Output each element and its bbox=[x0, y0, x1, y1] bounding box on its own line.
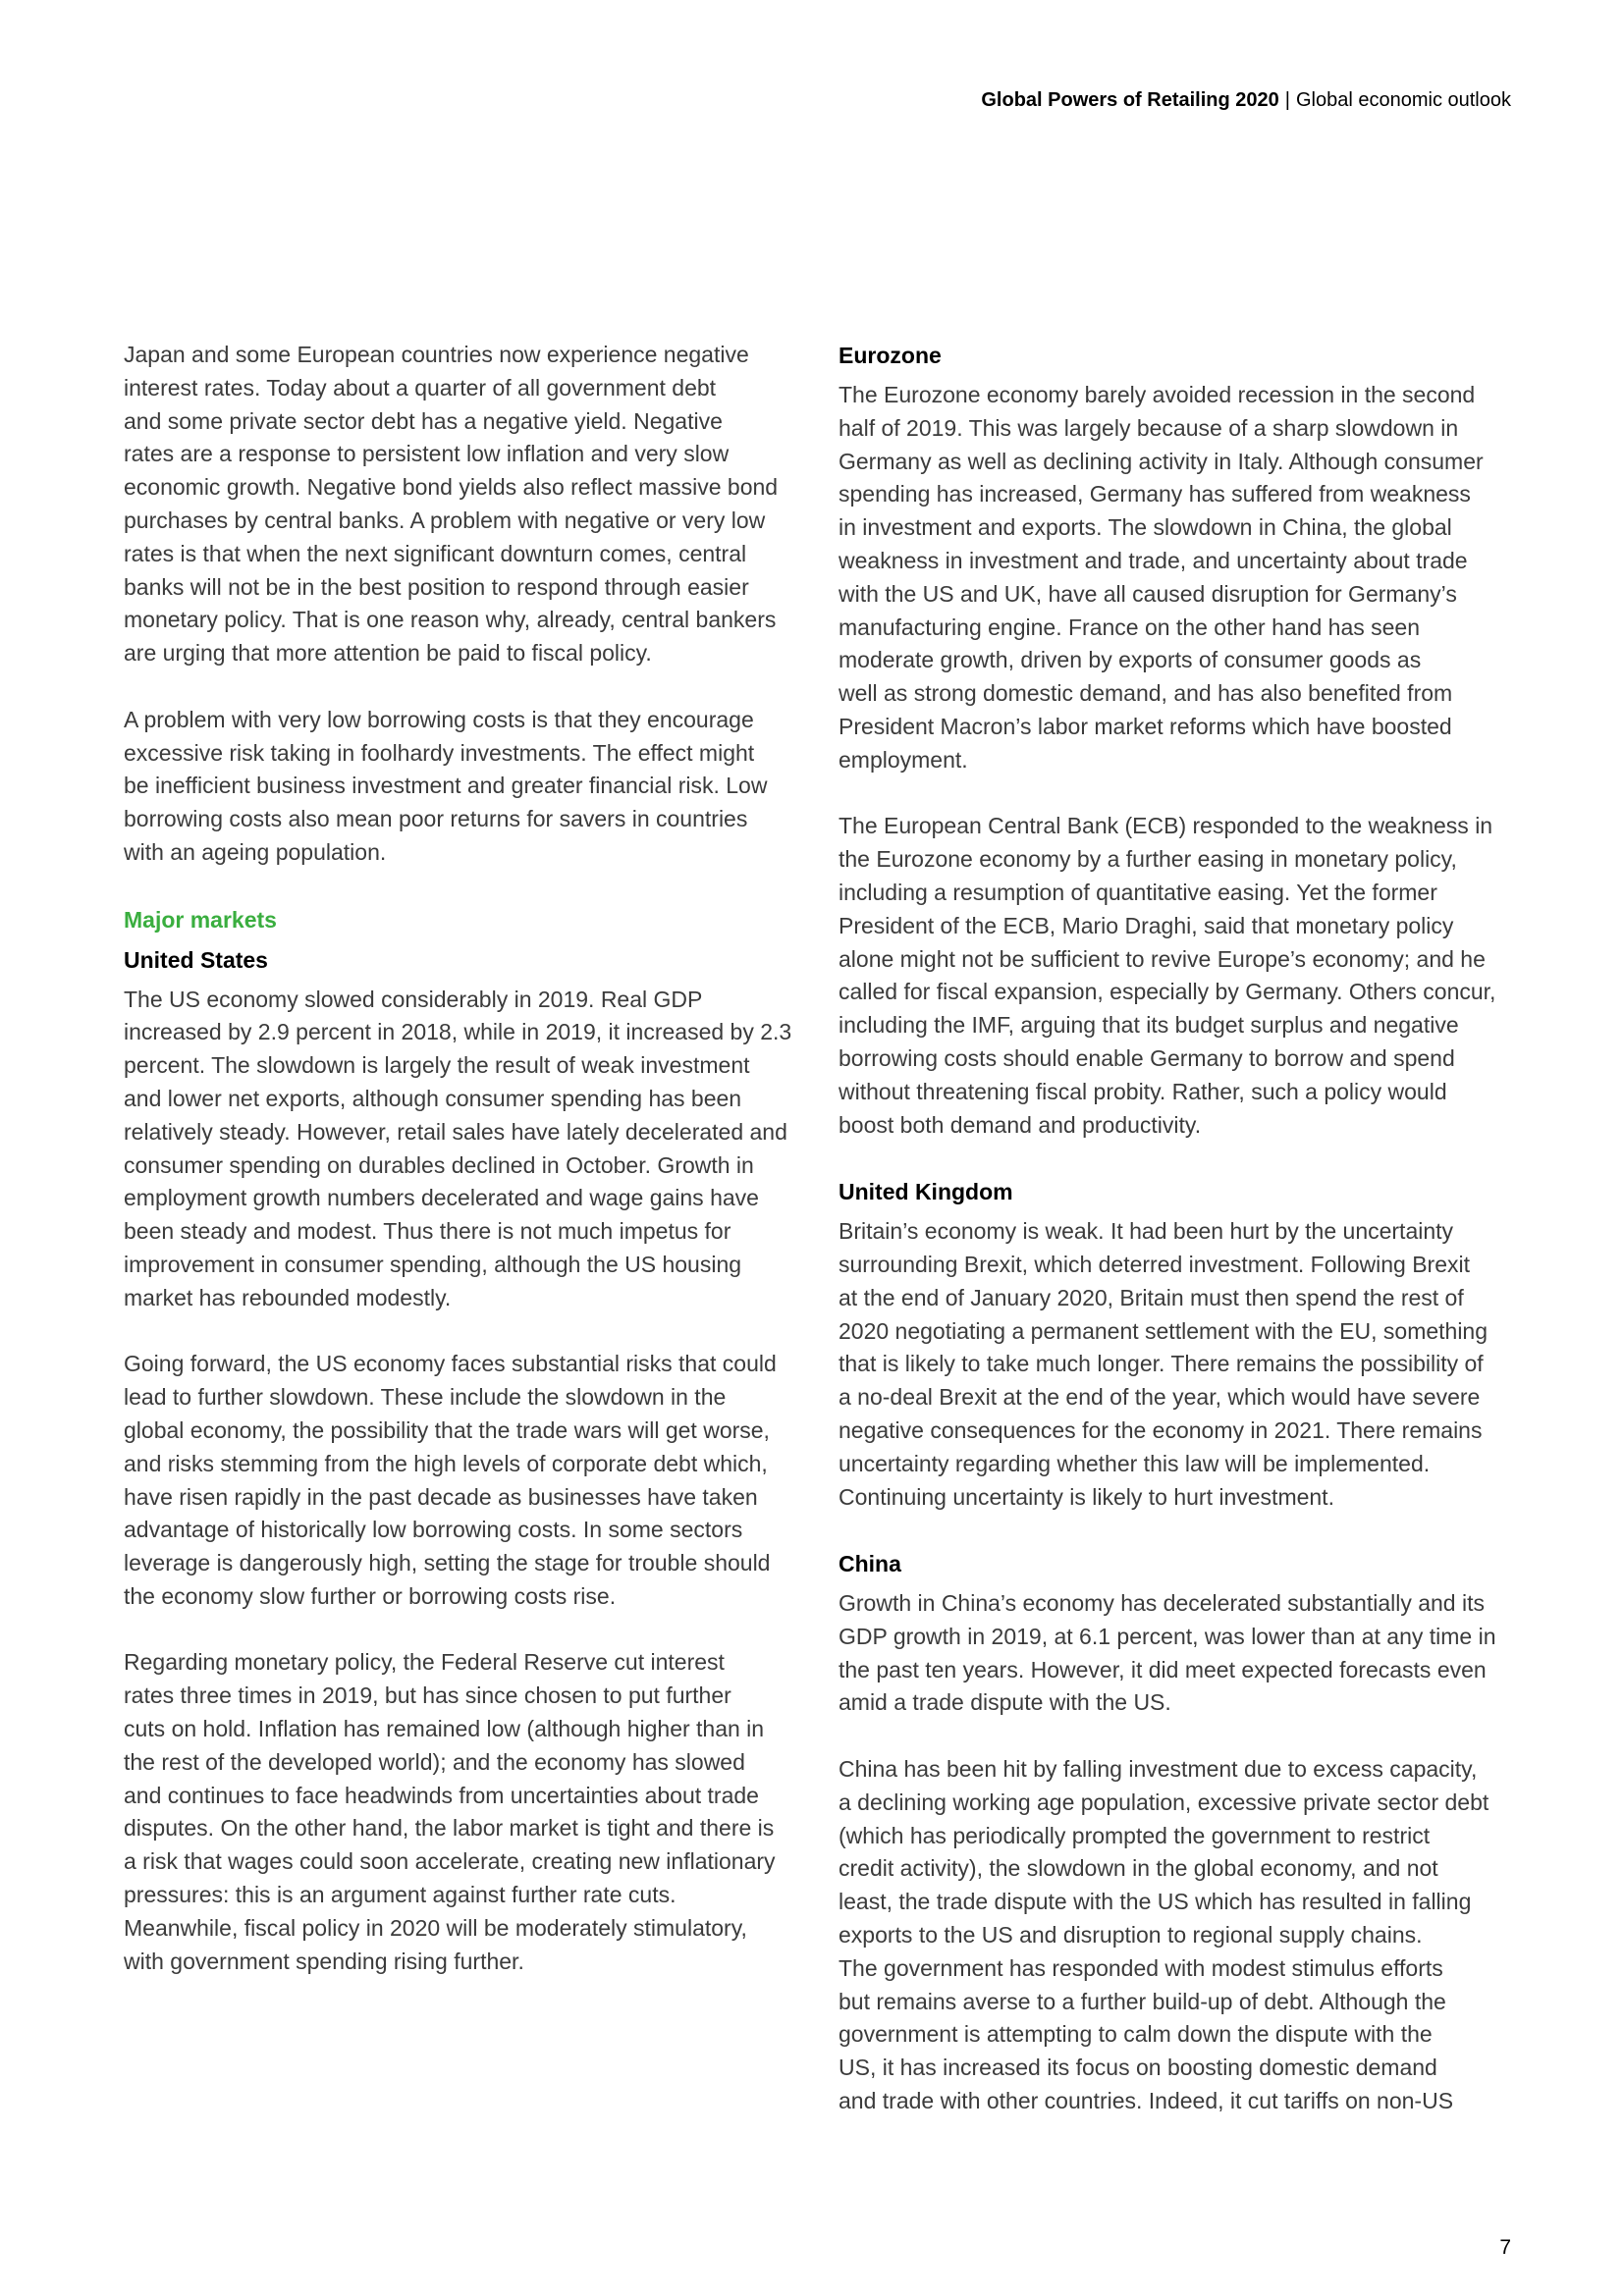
eurozone-paragraph-2: The European Central Bank (ECB) responded to the weakness in the Eurozone economy by a further easing in monetary policy, including a resumption of quantitative easing. Yet the former President of the ECB, Mario Draghi, said that monetary policy alone might not be sufficient to revive Europe’s economy; and he called for fiscal expansion, especially by Germany. Others concur, including the IMF, arguing that its budget surplus and negative borrowing costs should enable Germany to borrow and spend without threatening fiscal probity. Rather, such a policy would boost both demand and productivity. bbox=[839, 813, 1496, 1138]
united-states-heading: United States bbox=[124, 946, 268, 973]
section-title: Global economic outlook bbox=[1295, 89, 1511, 111]
united-kingdom-heading: United Kingdom bbox=[839, 1179, 1013, 1205]
uk-paragraph-1: Britain’s economy is weak. It had been hurt by the uncertainty surrounding Brexit, which deterred investment. Following Brexit at the end of January 2020, Britain must then spend the rest of 2020 negotiating a permanent settlement with the EU, something that is likely to take much longer. There remains the possibility of a no-deal Brexit at the end of the year, which would have severe negative consequences for the economy in 2021. There remains uncertainty regarding whether this law will be implemented. Continuing uncertainty is likely to hurt investment. bbox=[839, 1218, 1489, 1510]
us-paragraph-3: Regarding monetary policy, the Federal Reserve cut interest rates three times in 2019, but has since chosen to put further cuts on hold. Inflation has remained low (although higher than in the rest of the developed world); and the economy has slowed and continues to face headwinds from uncertainties about trade disputes. On the other hand, the labor market is tight and there is a risk that wages could soon accelerate, creating new inflationary pressures: this is an argument against further rate cuts. Meanwhile, fiscal policy in 2020 will be moderately stimulatory, with government spending rising further. bbox=[124, 1649, 776, 1974]
eurozone-heading: Eurozone bbox=[839, 343, 942, 368]
running-header bbox=[981, 86, 1511, 114]
publication-title: Global Powers of Retailing 2020 bbox=[981, 89, 1279, 111]
intro-paragraph: Japan and some European countries now experience negative interest rates. Today about a quarter of all government debt and some private sector debt has a negative yield. Negative rates are a response to persistent low inflation and very slow economic growth. Negative bond yields also reflect massive bond purchases by central banks. A problem with negative or very low rates is that when the next significant downturn comes, central banks will not be in the best position to respond through easier monetary policy. That is one reason why, already, central bankers are urging that more attention be paid to fiscal policy. bbox=[124, 342, 779, 667]
china-paragraph-2: China has been hit by falling investment due to excess capacity, a declining working age population, excessive private sector debt (which has periodically prompted the government to restrict credit activity), the slowdown in the global economy, and not least, the trade dispute with the US which has resulted in falling exports to the US and disruption to regional supply chains. The government has responded with modest stimulus efforts but remains averse to a further build-up of debt. Although the government is attempting to calm down the dispute with the US, it has increased its focus on boosting domestic demand and trade with other countries. Indeed, it cut tariffs on non-US bbox=[839, 1756, 1489, 2114]
major-markets-heading: Major markets bbox=[124, 906, 277, 933]
left-column bbox=[124, 339, 811, 1978]
china-paragraph-1: Growth in China’s economy has decelerated substantially and its GDP growth in 2019, at 6.1 percent, was lower than at any time in the past ten years. However, it did meet expected forecasts even amid a trade dispute with the US. bbox=[839, 1590, 1496, 1716]
eurozone-paragraph-1: The Eurozone economy barely avoided recession in the second half of 2019. This was largely because of a sharp slowdown in Germany as well as declining activity in Italy. Although consumer spending has increased, Germany has suffered from weakness in investment and exports. The slowdown in China, the global weakness in investment and trade, and uncertainty about trade with the US and UK, have all caused disruption for Germany’s manufacturing engine. France on the other hand has seen moderate growth, driven by exports of consumer goods as well as strong domestic demand, and has also benefited from President Macron’s labor market reforms which have boosted employment. bbox=[839, 382, 1484, 773]
china-heading: China bbox=[839, 1551, 901, 1577]
us-paragraph-1: The US economy slowed considerably in 2019. Real GDP increased by 2.9 percent in 2018, while in 2019, it increased by 2.3 percent. The slowdown is largely the result of weak investment and lower net exports, although consumer spending has been relatively steady. However, retail sales have lately decelerated and consumer spending on durables declined in October. Growth in employment growth numbers decelerated and wage gains have been steady and modest. Thus there is not much impetus for improvement in consumer spending, although the US housing market has rebounded modestly. bbox=[124, 986, 792, 1310]
us-paragraph-2: Going forward, the US economy faces substantial risks that could lead to further slowdown. These include the slowdown in the global economy, the possibility that the trade wars will get worse, and risks stemming from the high levels of corporate debt which, have risen rapidly in the past decade as businesses have taken advantage of historically low borrowing costs. In some sectors leverage is dangerously high, setting the stage for trouble should the economy slow further or borrowing costs rise. bbox=[124, 1351, 777, 1609]
right-column bbox=[839, 339, 1526, 2118]
header-separator: | bbox=[1284, 89, 1290, 111]
borrowing-costs-paragraph: A problem with very low borrowing costs is that they encourage excessive risk taking in foolhardy investments. The effect might be inefficient business investment and greater financial risk. Low borrowing costs also mean poor returns for savers in countries with an ageing population. bbox=[124, 706, 768, 865]
page-number: 7 bbox=[1499, 2236, 1511, 2259]
